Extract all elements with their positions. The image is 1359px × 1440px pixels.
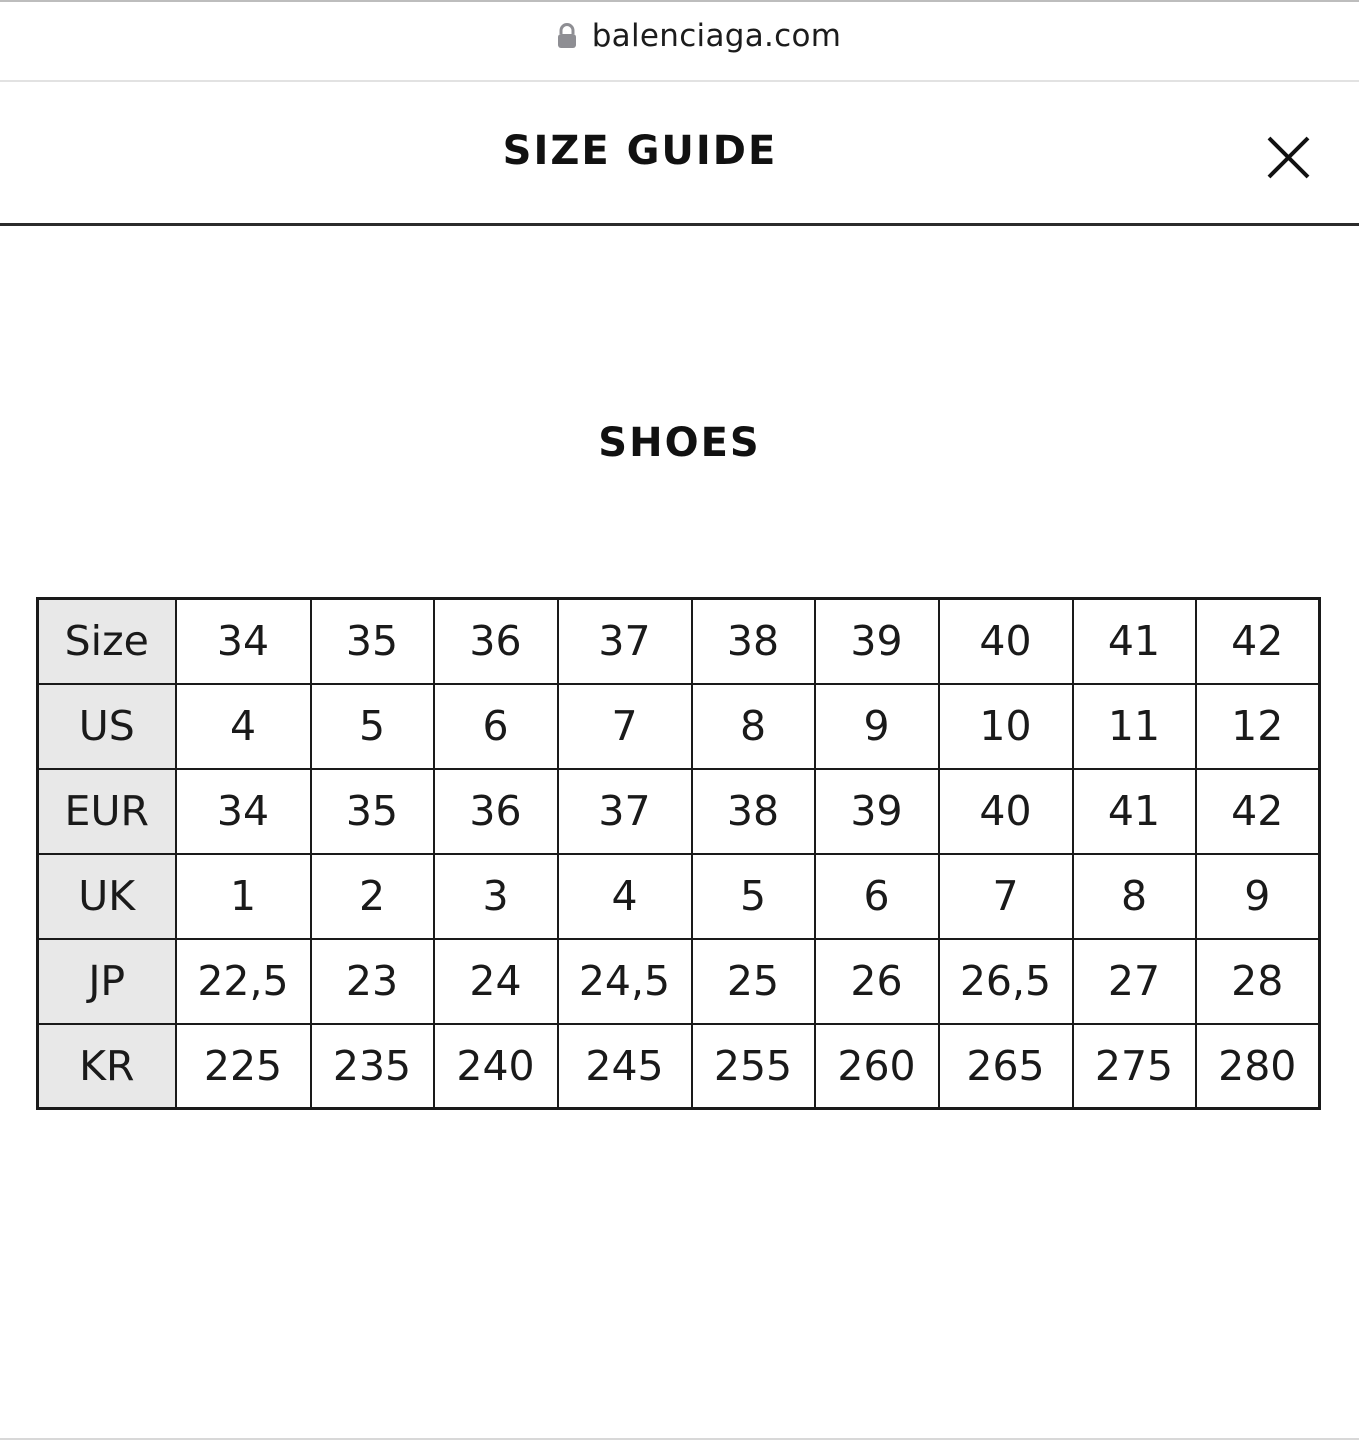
table-cell: 245 <box>558 1024 692 1109</box>
section-title-shoes: SHOES <box>598 420 761 466</box>
table-cell: 225 <box>176 1024 311 1109</box>
row-header-cell: UK <box>38 854 176 939</box>
table-cell: 24,5 <box>558 939 692 1024</box>
table-cell: 37 <box>558 769 692 854</box>
table-cell: 41 <box>1073 599 1196 684</box>
url-text: balenciaga.com <box>591 18 842 54</box>
row-header-cell: Size <box>38 599 176 684</box>
table-cell: 23 <box>311 939 434 1024</box>
table-row <box>38 939 1320 1024</box>
row-header-cell: US <box>38 684 176 769</box>
size-table-body <box>38 599 1320 1109</box>
table-cell: 34 <box>176 769 311 854</box>
table-row <box>38 684 1320 769</box>
table-cell: 280 <box>1196 1024 1320 1109</box>
table-cell: 27 <box>1073 939 1196 1024</box>
table-cell: 240 <box>434 1024 558 1109</box>
modal-header <box>0 84 1359 226</box>
table-cell: 25 <box>692 939 815 1024</box>
table-cell: 39 <box>815 769 939 854</box>
table-cell: 7 <box>939 854 1073 939</box>
table-cell: 10 <box>939 684 1073 769</box>
table-cell: 34 <box>176 599 311 684</box>
table-cell: 11 <box>1073 684 1196 769</box>
table-cell: 40 <box>939 599 1073 684</box>
table-row <box>38 769 1320 854</box>
table-cell: 35 <box>311 599 434 684</box>
table-cell: 26,5 <box>939 939 1073 1024</box>
table-cell: 22,5 <box>176 939 311 1024</box>
row-header-cell: KR <box>38 1024 176 1109</box>
table-cell: 38 <box>692 769 815 854</box>
table-cell: 35 <box>311 769 434 854</box>
table-cell: 1 <box>176 854 311 939</box>
table-cell: 9 <box>1196 854 1320 939</box>
table-cell: 6 <box>815 854 939 939</box>
table-cell: 26 <box>815 939 939 1024</box>
row-header-cell: EUR <box>38 769 176 854</box>
table-cell: 6 <box>434 684 558 769</box>
browser-url-bar[interactable] <box>0 2 1359 82</box>
table-cell: 40 <box>939 769 1073 854</box>
table-cell: 42 <box>1196 599 1320 684</box>
table-cell: 3 <box>434 854 558 939</box>
table-cell: 4 <box>558 854 692 939</box>
table-cell: 260 <box>815 1024 939 1109</box>
table-cell: 255 <box>692 1024 815 1109</box>
table-cell: 235 <box>311 1024 434 1109</box>
table-cell: 8 <box>1073 854 1196 939</box>
table-cell: 4 <box>176 684 311 769</box>
table-cell: 36 <box>434 599 558 684</box>
table-cell: 12 <box>1196 684 1320 769</box>
url-display[interactable] <box>556 18 842 54</box>
table-cell: 39 <box>815 599 939 684</box>
table-cell: 2 <box>311 854 434 939</box>
table-cell: 24 <box>434 939 558 1024</box>
table-cell: 275 <box>1073 1024 1196 1109</box>
table-cell: 8 <box>692 684 815 769</box>
lock-icon <box>556 23 578 49</box>
table-row <box>38 1024 1320 1109</box>
size-conversion-table <box>36 597 1321 1110</box>
row-header-cell: JP <box>38 939 176 1024</box>
modal-title: SIZE GUIDE <box>502 128 778 174</box>
close-button[interactable] <box>1258 128 1318 188</box>
table-cell: 38 <box>692 599 815 684</box>
table-cell: 28 <box>1196 939 1320 1024</box>
table-cell: 7 <box>558 684 692 769</box>
table-cell: 36 <box>434 769 558 854</box>
table-row <box>38 599 1320 684</box>
table-cell: 41 <box>1073 769 1196 854</box>
table-row <box>38 854 1320 939</box>
table-cell: 37 <box>558 599 692 684</box>
table-cell: 42 <box>1196 769 1320 854</box>
table-cell: 265 <box>939 1024 1073 1109</box>
table-cell: 9 <box>815 684 939 769</box>
table-cell: 5 <box>692 854 815 939</box>
close-icon <box>1258 128 1318 188</box>
table-cell: 5 <box>311 684 434 769</box>
